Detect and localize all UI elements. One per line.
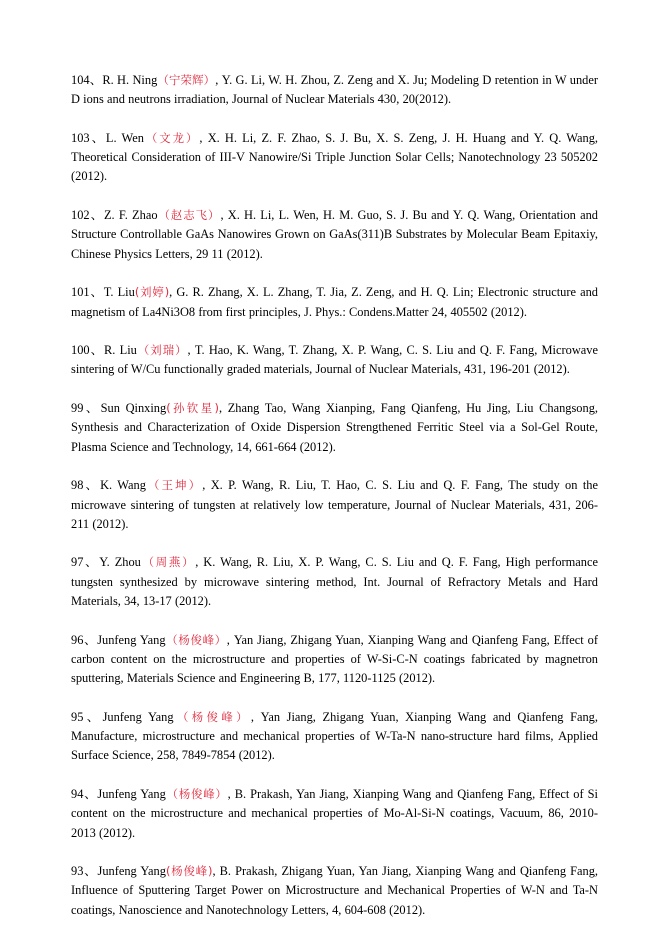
reference-citation-text: , T. Hao, K. Wang, T. Zhang, X. P. Wang, C. S. Liu and Q. F. Fang, Microwave sintering of W/Cu functionally graded materials, Journal of Nuclear Materials, 431, 196-201 (2012). [71, 343, 598, 377]
reference-cn-paren-close: ） [214, 632, 227, 647]
reference-author-chinese-name: 王坤 [161, 478, 189, 493]
reference-lead-author: Y. Zhou [99, 555, 141, 570]
reference-cn-paren-close: ） [208, 208, 221, 223]
reference-cn-paren-close: ） [236, 709, 251, 724]
reference-cn-paren-open: （ [165, 786, 179, 801]
reference-cn-paren-close: ） [182, 555, 196, 570]
reference-author-chinese-name: 杨俊峰 [191, 709, 237, 724]
reference-cn-paren-close: ) [208, 864, 213, 879]
reference-entry [71, 476, 598, 534]
reference-number: 95 [71, 709, 84, 724]
reference-citation-text: , X. H. Li, L. Wen, H. M. Guo, S. J. Bu and Y. Q. Wang, Orientation and Structure Controllable GaAs Nanowires Grown on GaAs(311)B Substrates by Molecular Beam Epitaxiy, Chinese Physics Letters, 29 11 (2012). [71, 208, 598, 261]
reference-number: 97 [71, 555, 84, 570]
reference-lead-author: T. Liu [103, 285, 135, 300]
reference-citation-text: , B. Prakash, Yan Jiang, Xianping Wang and Qianfeng Fang, Effect of Si content on the microstructure and mechanical properties of Mo-Al-Si-N coatings, Vacuum, 86, 2010-2013 (2012). [71, 786, 598, 840]
reference-lead-author: Junfeng Yang [97, 864, 166, 879]
reference-entry [71, 71, 598, 110]
reference-citation-text: , Yan Jiang, Zhigang Yuan, Xianping Wang and Qianfeng Fang, Effect of carbon content on the microstructure and properties of W-Si-C-N coatings fabricated by magnetron sputtering, Materials Science and Engineering B, 177, 1120-1125 (2012). [71, 632, 598, 686]
reference-citation-text: , Yan Jiang, Zhigang Yuan, Xianping Wang and Qianfeng Fang, Manufacture, microstructure and mechanical properties of W-Ta-N nano-structure hard films, Applied Surface Science, 258, 7849-7854 (2012). [71, 709, 598, 763]
reference-citation-text: , G. R. Zhang, X. L. Zhang, T. Jia, Z. Zeng, and H. Q. Lin; Electronic structure and magnetism of La4Ni3O8 from first principles, J. Phys.: Condens.Matter 24, 405502 (2012). [71, 285, 598, 319]
reference-author-chinese-name: 杨俊峰 [178, 632, 215, 647]
reference-number: 93 [71, 864, 84, 879]
reference-separator: 、 [83, 709, 103, 724]
reference-citation-text: , X. P. Wang, R. Liu, T. Hao, C. S. Liu and Q. F. Fang, The study on the microwave sintering of tungsten at relatively low temperature, Journal of Nuclear Materials, 431, 206-211 (2012). [71, 478, 598, 531]
reference-lead-author: R. Liu [104, 343, 137, 358]
reference-lead-author: R. H. Ning [102, 73, 158, 87]
reference-author-chinese-name: 宁荣辉 [169, 73, 204, 87]
reference-cn-paren-close: ） [175, 343, 188, 358]
reference-separator: 、 [89, 285, 104, 300]
reference-number: 104 [71, 73, 90, 87]
reference-entry [71, 785, 598, 843]
reference-entry [71, 341, 598, 380]
reference-citation-text: , B. Prakash, Zhigang Yuan, Yan Jiang, Xianping Wang and Qianfeng Fang, Influence of Sputtering Target Power on Microstructure and Mechanical Properties of W-N and Ta-N coatings, Nanoscience and Nanotechnology Letters, 4, 604-608 (2012). [71, 864, 599, 917]
reference-entry [71, 399, 598, 457]
reference-author-chinese-name: 杨俊峰 [178, 786, 216, 801]
reference-author-chinese-name: 杨俊峰 [170, 864, 208, 879]
reference-cn-paren-close: ） [215, 786, 228, 801]
reference-cn-paren-open: （ [165, 632, 179, 647]
reference-lead-author: Junfeng Yang [102, 709, 174, 724]
reference-separator: 、 [89, 208, 104, 223]
reference-separator: 、 [83, 632, 98, 647]
reference-cn-paren-open: （ [157, 208, 171, 223]
reference-cn-paren-open: ( [134, 285, 140, 300]
reference-cn-paren-close: ） [186, 130, 200, 145]
reference-separator: 、 [89, 73, 103, 87]
reference-cn-paren-open: （ [140, 555, 156, 570]
reference-cn-paren-close: ) [214, 401, 219, 416]
reference-lead-author: Junfeng Yang [97, 632, 166, 647]
reference-author-chinese-name: 赵志飞 [170, 208, 209, 223]
reference-lead-author: Sun Qinxing [100, 401, 167, 416]
reference-entry [71, 862, 598, 920]
reference-number: 100 [71, 343, 90, 358]
reference-author-chinese-name: 孙钦星 [170, 401, 215, 416]
reference-entry [71, 283, 598, 322]
reference-cn-paren-close: ） [188, 478, 203, 493]
reference-separator: 、 [89, 343, 105, 358]
reference-entry [71, 206, 598, 264]
reference-number: 103 [71, 130, 90, 145]
reference-separator: 、 [83, 555, 100, 570]
reference-entry [71, 129, 598, 187]
reference-number: 96 [71, 632, 84, 647]
reference-number: 101 [71, 285, 90, 300]
reference-cn-paren-open: ( [166, 401, 171, 416]
reference-number: 98 [71, 478, 84, 493]
reference-cn-paren-open: （ [173, 709, 192, 724]
reference-cn-paren-open: （ [136, 343, 151, 358]
reference-separator: 、 [89, 130, 106, 145]
reference-lead-author: Junfeng Yang [97, 786, 166, 801]
reference-entry [71, 631, 598, 689]
reference-separator: 、 [83, 864, 98, 879]
reference-cn-paren-close: ) [164, 285, 170, 300]
reference-cn-paren-open: （ [145, 478, 162, 493]
reference-cn-paren-open: （ [143, 130, 160, 145]
reference-author-chinese-name: 文龙 [159, 130, 187, 145]
reference-separator: 、 [83, 786, 98, 801]
reference-cn-paren-close: ） [203, 73, 216, 87]
reference-citation-text: , Zhang Tao, Wang Xianping, Fang Qianfeng, Hu Jing, Liu Changsong, Synthesis and Characterization of Oxide Dispersion Strengthened Ferritic Steel via a Sol-Gel Route, Plasma Science and Technology, 14, 661-664 (2012). [71, 401, 598, 454]
reference-number: 99 [71, 401, 84, 416]
reference-cn-paren-open: （ [157, 73, 169, 87]
reference-number: 102 [71, 208, 90, 223]
reference-citation-text: , X. H. Li, Z. F. Zhao, S. J. Bu, X. S. Zeng, J. H. Huang and Y. Q. Wang, Theoretical Consideration of III-V Nanowire/Si Triple Junction Solar Cells; Nanotechnology 23 505202 (2012). [71, 130, 598, 184]
reference-separator: 、 [83, 478, 101, 493]
reference-cn-paren-open: ( [165, 864, 171, 879]
reference-author-chinese-name: 刘瑞 [150, 343, 176, 358]
reference-citation-text: , Y. G. Li, W. H. Zhou, Z. Zeng and X. Ju; Modeling D retention in W under D ions and neutrons irradiation, Journal of Nuclear Materials 430, 20(2012). [71, 73, 598, 107]
reference-entry [71, 708, 598, 766]
reference-number: 94 [71, 786, 84, 801]
reference-entry [71, 553, 598, 611]
publication-reference-list [71, 71, 598, 920]
reference-citation-text: , K. Wang, R. Liu, X. P. Wang, C. S. Liu and Q. F. Fang, High performance tungsten synthesized by microwave sintering method, Int. Journal of Refractory Metals and Hard Materials, 34, 13-17 (2012). [71, 555, 598, 609]
reference-lead-author: L. Wen [105, 130, 144, 145]
reference-separator: 、 [83, 401, 101, 416]
reference-lead-author: K. Wang [100, 478, 146, 493]
reference-author-chinese-name: 刘婷 [139, 285, 165, 300]
reference-author-chinese-name: 周燕 [155, 555, 183, 570]
reference-lead-author: Z. F. Zhao [103, 208, 158, 223]
